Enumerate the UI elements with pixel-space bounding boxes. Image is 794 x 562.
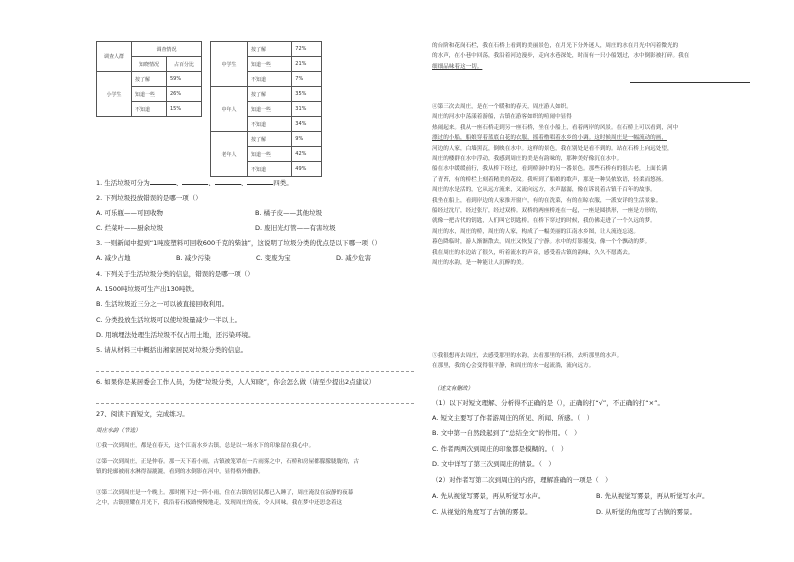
text-line: ⑤我很想再去周庄，去感受那里的水韵，去看那里的石桥，去听那里的水声。 (432, 353, 623, 359)
table-cell: 35% (292, 87, 322, 102)
text-line: 就像一把古代的钥匙，人们叫它钥匙桥。在桥下穿过的时候，我仿佛走进了一个久远的梦。 (432, 218, 656, 225)
answer-blank[interactable] (150, 178, 176, 185)
table-cell: 知道一些 (248, 102, 292, 117)
table-group-primary: 小学生 (97, 72, 132, 117)
option-b[interactable]: B. 减少污染 (176, 254, 211, 262)
option-c[interactable]: C. 分类投放生活垃圾可以使垃圾量减少一半以上。 (96, 316, 242, 324)
passage-paragraph-3 (96, 488, 353, 509)
q1-sep: 、 (208, 179, 215, 187)
answer-line[interactable] (96, 371, 414, 372)
text-line: 的水声，在小巷中回荡，我沿着河边漫步，走向水巷深处，时而有一只小船划过，水中倒影被打碎。我在 (432, 53, 690, 60)
text-line: 周庄的水韵，是一种能让人沉醉的美。 (432, 260, 528, 267)
text-line: ③第二次到周庄是一个晚上。那时刚下过一阵小雨，住在古镇的居民都已入睡了，周庄淹没在寂静的夜幕 (96, 490, 354, 496)
text-line (432, 62, 750, 72)
option-b[interactable]: B. 先从视觉写雾景，再从听觉写水声。 (596, 492, 709, 500)
table-header-level: 知晓情况 (132, 57, 167, 72)
judge-item-b[interactable]: B. 文中第一自然段起到了“总结全文”的作用。（ ） (432, 429, 581, 437)
q1-text: 四类。 (273, 179, 293, 187)
text-line: 周庄的楼群在水中浮动，我感到周庄的美是有韵味的，那种美好像沉在水中。 (432, 156, 623, 163)
q1-sep: 、 (240, 179, 248, 187)
table-cell: 9% (292, 132, 322, 147)
option-c[interactable]: C. 从视觉的角度写了古镇的雾景。 (432, 508, 532, 516)
q1-text: 1. 生活垃圾可分为 (96, 179, 150, 187)
text-line: 镇的轮廓被雨水淋得湿漉漉，看到的水倒影在河中，显得格外幽静。 (96, 469, 264, 476)
table-cell: 7% (292, 72, 322, 87)
question-6: 6. 如果你是某居委会工作人员，为使“垃圾分类，人人知晓”，你会怎么做（请至少提出2点建议） (96, 378, 376, 386)
question-5: 5. 请从材料三中概括出湘家居民对垃圾分类的信息。 (96, 346, 248, 354)
judge-item-d[interactable]: D. 文中详写了第三次到周庄的情景。（ ） (432, 460, 555, 468)
table-cell: 34% (292, 117, 322, 132)
table-cell: 42% (292, 147, 322, 162)
text-line: 周庄的河水中荡漾着游船，古镇在游客如织的喧闹中显得 (432, 114, 572, 121)
table-cell: 按了解 (248, 87, 292, 102)
sub-question-1: （1）以下对短文理解、分析得不正确的是（），正确的打“√”，不正确的打“×”。 (432, 399, 664, 407)
text-line: 我坐在船上，看到岸边的人家推开窗户，有的在洗菜，有的在晾衣服，一派安详的生活景象。 (432, 197, 662, 204)
answer-blank[interactable] (247, 178, 273, 185)
table-cell: 21% (292, 57, 322, 72)
table-cell: 知道一些 (132, 87, 167, 102)
table-cell: 72% (292, 42, 322, 57)
question-1 (96, 178, 293, 188)
option-d[interactable]: D. 用填埋法处理生活垃圾不仅占用土地，还污染环境。 (96, 331, 255, 339)
option-a[interactable]: A. 先从视觉写雾景，再从听觉写水声。 (432, 492, 545, 500)
option-c[interactable]: C. 烂菜叶——厨余垃圾 (96, 224, 164, 232)
table-group: 中学生 (211, 42, 248, 87)
table-group: 老年人 (211, 132, 248, 177)
table-cell: 知道一些 (248, 147, 292, 162)
text-line: 我在周庄的水边站了很久，听着流水的声音，感受着古镇的韵味，久久不愿离去。 (432, 249, 634, 256)
text-line: 在那里，我的心会变得很平静，和周庄的水一起流淌，流向远方。 (432, 363, 595, 370)
passage-paragraph-5 (432, 351, 750, 372)
table-header-group: 调查人群 (97, 42, 132, 72)
table-cell: 不知道 (248, 117, 292, 132)
option-a[interactable]: A. 减少占地 (96, 254, 131, 262)
option-a[interactable]: A. 1500吨垃圾可生产出130吨铁。 (96, 285, 199, 293)
question-27: 27、阅读下面短文，完成练习。 (96, 410, 189, 418)
passage-paragraph-4 (432, 102, 750, 269)
table-cell: 15% (167, 102, 202, 117)
passage-title: 周庄水韵（节选） (96, 428, 141, 434)
table-cell: 不知道 (248, 162, 292, 177)
option-d[interactable]: D. 废旧光灯管——有害垃圾 (255, 224, 336, 232)
answer-blank[interactable] (182, 178, 208, 185)
table-cell: 按了解 (132, 72, 167, 87)
judge-item-c[interactable]: C. 作者两两次到周庄的印象都是模糊的。（ ） (432, 445, 568, 453)
option-b[interactable]: B. 橘子皮——其他垃圾 (255, 209, 323, 217)
option-c[interactable]: C. 变废为宝 (256, 254, 291, 262)
answer-blank[interactable] (215, 178, 241, 185)
option-d[interactable]: D. 减少危害 (336, 254, 372, 262)
table-header-situation: 调查情况 (132, 42, 202, 57)
text-line: ②第一次到周庄，正是仲春。那一天下着小雨，古镇被笼罩在一片雨雾之中，石桥和房屋都朦朦胧胧的，古 (96, 459, 359, 465)
text-line: 暮色降临时，游人渐渐散去，周庄又恢复了宁静。水中的灯影摇曳，像一个个飘动的梦。 (432, 239, 651, 246)
sub-question-2: （2）对作者写第二次到周庄的内容，理解准确的一项是（ ） (432, 476, 612, 484)
underlined-text: 细细品味着这一切。 (432, 63, 483, 70)
table-group: 中年人 (211, 87, 248, 132)
text-line: 河边的人家，白墙黑瓦，倒映在水中。这样的景色，我在别处是看不到的。站在石桥上向远处望， (432, 145, 673, 152)
table-cell: 不知道 (132, 102, 167, 117)
table-cell: 31% (292, 102, 322, 117)
table-cell: 按了解 (248, 132, 292, 147)
table-cell: 59% (167, 72, 202, 87)
text-line: 的台阶和花岗石栏，我在石桥上看到的美丽景色，在月光下分外迷人，周庄的水在月光中闪着微光的 (432, 43, 679, 49)
question-4-stem: 4. 下列关于生活垃圾分类的信息，错误的是哪一项（） (96, 270, 254, 278)
underlined-text: 漂过的小船，船娘穿着蓝底白花的衣服，摇着橹唱着水乡的小调。这时候周庄是一幅流动的画， (432, 135, 667, 142)
passage-paragraph-2 (96, 457, 359, 478)
question-2-stem: 2. 下列垃圾投放错误的是哪一项（） (96, 194, 202, 202)
underline-mark (630, 82, 750, 83)
survey-table-right (210, 41, 322, 177)
source-note: （述文有删改） (434, 386, 474, 392)
table-cell: 26% (167, 87, 202, 102)
passage-paragraph-1: ①我一次到周庄，都是在春天，这个江南水乡古镇，总是以一场水下的印象留在我心中。 (96, 443, 315, 449)
text-line: 之中，古镇照耀在月光下，我沿着石板路慢慢地走，发现周庄的夜，令人回味。我在梦中还思念着这 (96, 500, 343, 507)
q1-sep: 、 (175, 179, 183, 187)
judge-item-a[interactable]: A. 短文主要写了作者游周庄的所见、所闻、所感。（ ） (432, 414, 594, 422)
answer-line[interactable] (96, 403, 414, 404)
text-line: 周庄的水是活的，它从远方流来，又流向远方，水声潺潺，像在诉说着古镇千百年的故事。 (432, 187, 656, 194)
passage-continued (432, 41, 750, 72)
table-cell: 按了解 (248, 42, 292, 57)
text-line: ④第三次去周庄，是在一个暖和的春天，周庄游人如织。 (432, 104, 572, 110)
text-line: 船经过沈厅，经过张厅，经过双桥。双桥的两座桥连在一起，一座是圆拱形，一座是方形的， (432, 208, 662, 215)
table-cell: 不知道 (248, 72, 292, 87)
table-cell: 49% (292, 162, 322, 177)
text-line: 船在水中缓缓前行，我从桥下经过，看到桥洞中的另一番景色。那些石桥有的很古老，上面长满 (432, 166, 667, 173)
question-3-stem: 3. 一则新闻中提到“1吨废塑料可回收600千克的柴油”，这说明了垃圾分类的优点是以下哪一项（） (96, 239, 382, 247)
option-d[interactable]: D. 从听觉的角度写了古镇的雾景。 (596, 508, 697, 516)
survey-table-left (96, 41, 202, 117)
text-line: 周庄的水，周庄的桥，周庄的人家，构成了一幅美丽的江南水乡图，让人流连忘返。 (432, 228, 639, 235)
option-a[interactable]: A. 可乐瓶——可回收物 (96, 209, 163, 217)
text-line: 了青苔，有的桥栏上刻着精美的花纹。我听到了船娘的歌声，那是一种吴侬软语，轻柔而悠扬。 (432, 176, 667, 183)
table-cell: 知道一些 (248, 57, 292, 72)
option-b[interactable]: B. 生活垃圾近三分之一可以被直接回收利用。 (96, 300, 229, 308)
table-header-percent: 占百分比 (167, 57, 202, 72)
text-line: 热闹起来。我从一座石桥走到另一座石桥，坐在小船上，看着两岸的风景。在石桥上可以看到，河中 (432, 124, 679, 131)
